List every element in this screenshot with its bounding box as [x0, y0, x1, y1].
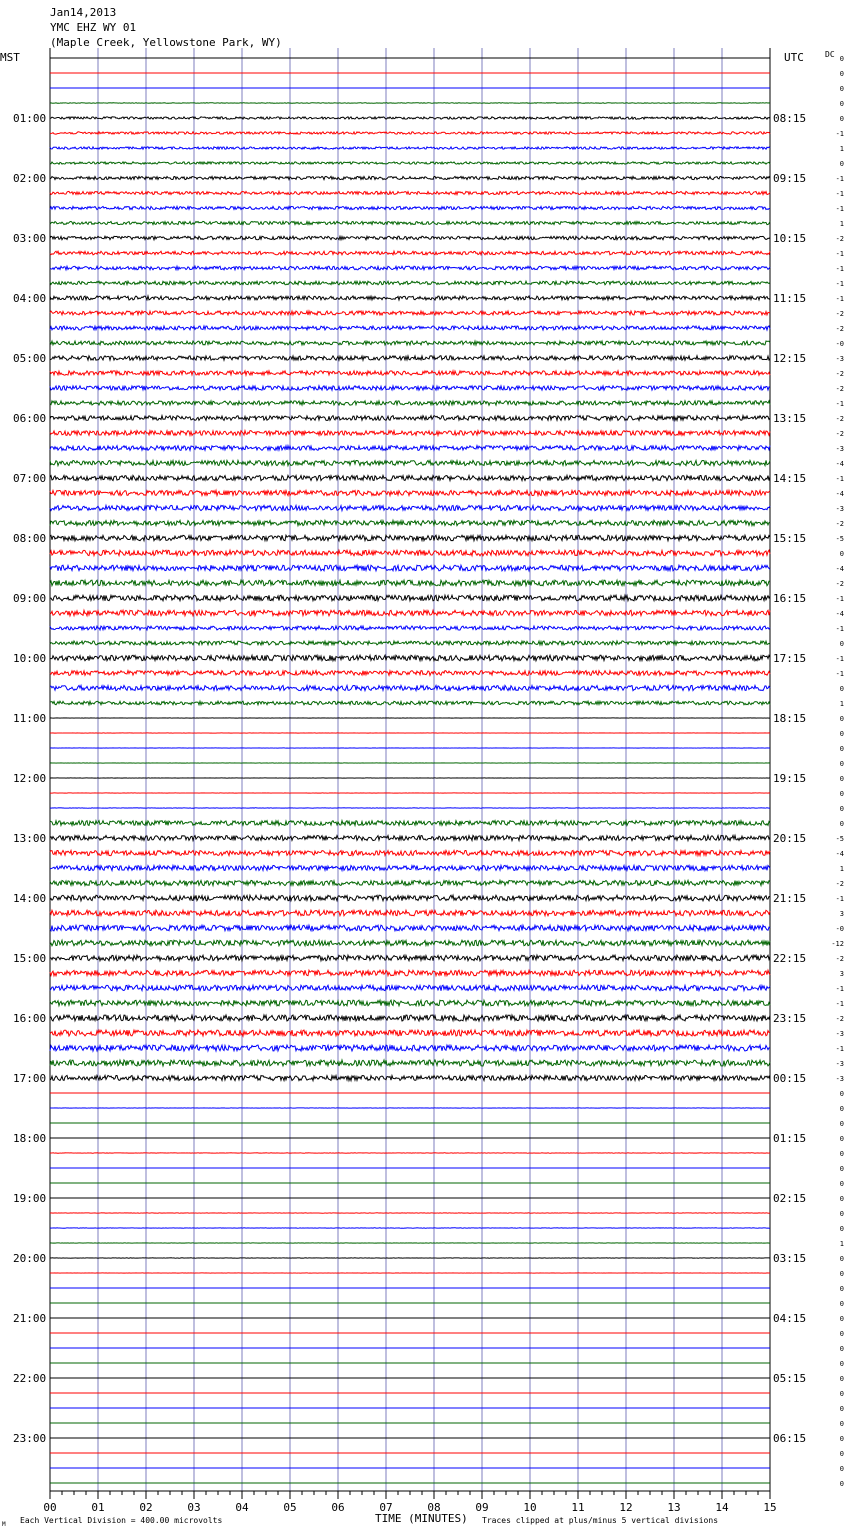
trace-line [50, 895, 770, 901]
mst-hour-label: 15:00 [13, 952, 47, 965]
trace-line [50, 1045, 770, 1051]
trace-line [50, 610, 770, 616]
mst-hour-label: 05:00 [13, 352, 47, 365]
utc-hour-label: 08:15 [773, 112, 807, 125]
dc-offset-value: -3 [835, 445, 844, 453]
mst-hour-label: 23:00 [13, 1432, 47, 1445]
dc-offset-value: 1 [839, 1240, 844, 1248]
trace-line [50, 655, 770, 661]
dc-offset-value: -2 [835, 1015, 844, 1023]
trace-line [50, 117, 770, 119]
dc-offset-value: 0 [839, 730, 844, 738]
dc-offset-value: 0 [839, 1465, 844, 1473]
dc-offset-value: -1 [835, 895, 844, 903]
trace-line [50, 356, 770, 360]
dc-offset-value: 0 [839, 1195, 844, 1203]
trace-line [50, 1060, 770, 1066]
scale-note: Each Vertical Division = 400.00 microvolts [20, 1516, 223, 1525]
dc-offset-value: -4 [835, 490, 844, 498]
mst-hour-label: 21:00 [13, 1312, 47, 1325]
dc-offset-value: -2 [835, 415, 844, 423]
dc-offset-value: 0 [839, 1150, 844, 1158]
dc-offset-value: 0 [839, 1345, 844, 1353]
dc-offset-value: -1 [835, 625, 844, 633]
trace-line [50, 595, 770, 601]
trace-line [50, 460, 770, 465]
trace-line [50, 371, 770, 375]
utc-hour-label: 16:15 [773, 592, 807, 605]
dc-offset-value: -1 [835, 250, 844, 258]
x-tick-label: 09 [475, 1501, 489, 1514]
dc-offset-value: -1 [835, 1045, 844, 1053]
trace-line [50, 206, 770, 209]
dc-offset-value: 0 [839, 820, 844, 828]
trace-line [50, 835, 770, 840]
dc-offset-value: 0 [839, 1435, 844, 1443]
dc-offset-value: 0 [839, 70, 844, 78]
dc-offset-value: 3 [839, 910, 844, 918]
utc-hour-label: 02:15 [773, 1192, 807, 1205]
trace-line [50, 505, 770, 510]
x-tick-label: 05 [283, 1501, 297, 1514]
dc-offset-value: 0 [839, 685, 844, 693]
dc-offset-value: 0 [839, 55, 844, 63]
mst-hour-label: 01:00 [13, 112, 47, 125]
dc-label: DC [825, 50, 835, 59]
mst-hour-label: 17:00 [13, 1072, 47, 1085]
trace-line [50, 221, 770, 224]
utc-hour-label: 23:15 [773, 1012, 807, 1025]
dc-offset-value: 0 [839, 1315, 844, 1323]
trace-line [50, 535, 770, 541]
trace-line [50, 191, 770, 194]
left-axis-title: MST [0, 51, 20, 64]
corner-mark: M [2, 1521, 6, 1528]
mst-hour-label: 22:00 [13, 1372, 47, 1385]
x-tick-label: 13 [667, 1501, 681, 1514]
trace-line [50, 671, 770, 676]
mst-hour-label: 10:00 [13, 652, 47, 665]
x-tick-label: 10 [523, 1501, 537, 1514]
mst-hour-label: 14:00 [13, 892, 47, 905]
mst-hour-label: 20:00 [13, 1252, 47, 1265]
trace-line [50, 266, 770, 270]
trace-line [50, 940, 770, 946]
utc-hour-labels [773, 112, 806, 1445]
trace-line [50, 1000, 770, 1006]
dc-offset-value: 0 [839, 805, 844, 813]
x-tick-label: 03 [187, 1501, 201, 1514]
dc-offset-value: 1 [839, 700, 844, 708]
utc-hour-label: 19:15 [773, 772, 807, 785]
utc-hour-label: 20:15 [773, 832, 807, 845]
mst-hour-label: 04:00 [13, 292, 47, 305]
dc-offset-value: -5 [835, 835, 844, 843]
dc-offset-value: -3 [835, 355, 844, 363]
dc-offset-value: 0 [839, 760, 844, 768]
dc-offset-value: 0 [839, 1420, 844, 1428]
utc-hour-label: 15:15 [773, 532, 807, 545]
utc-hour-label: 12:15 [773, 352, 807, 365]
x-tick-label: 11 [571, 1501, 585, 1514]
dc-offset-value: -2 [835, 385, 844, 393]
dc-offset-value: -1 [835, 265, 844, 273]
trace-line [50, 132, 770, 134]
dc-offset-value: -3 [835, 1030, 844, 1038]
utc-hour-label: 04:15 [773, 1312, 807, 1325]
utc-hour-label: 13:15 [773, 412, 807, 425]
dc-offset-value: 0 [839, 1480, 844, 1488]
right-axis-title: UTC [784, 51, 804, 64]
trace-line [50, 550, 770, 556]
trace-line [50, 162, 770, 164]
dc-offset-value: 0 [839, 775, 844, 783]
trace-line [50, 880, 770, 885]
dc-offset-value: 0 [839, 550, 844, 558]
dc-offset-value: -2 [835, 325, 844, 333]
dc-offset-value: 0 [839, 160, 844, 168]
dc-offset-value: 0 [839, 1450, 844, 1458]
trace-line [50, 1075, 770, 1080]
mst-hour-label: 03:00 [13, 232, 47, 245]
dc-offset-value: 0 [839, 1165, 844, 1173]
dc-offset-value: 0 [839, 85, 844, 93]
trace-line [50, 925, 770, 931]
mst-hour-label: 07:00 [13, 472, 47, 485]
trace-line [50, 446, 770, 451]
dc-offset-value: -3 [835, 1060, 844, 1068]
x-tick-label: 08 [427, 1501, 441, 1514]
dc-offset-value: 1 [839, 220, 844, 228]
trace-line [50, 955, 770, 961]
dc-offset-column [831, 55, 844, 1488]
trace-line [50, 701, 770, 705]
utc-hour-label: 11:15 [773, 292, 807, 305]
mst-hour-label: 19:00 [13, 1192, 47, 1205]
trace-line [50, 580, 770, 586]
utc-hour-label: 21:15 [773, 892, 807, 905]
mst-hour-label: 16:00 [13, 1012, 47, 1025]
trace-line [50, 1015, 770, 1021]
mst-hour-label: 18:00 [13, 1132, 47, 1145]
x-tick-label: 07 [379, 1501, 393, 1514]
dc-offset-value: 0 [839, 1300, 844, 1308]
trace-line [50, 236, 770, 240]
dc-offset-value: 0 [839, 1285, 844, 1293]
x-tick-label: 04 [235, 1501, 249, 1514]
dc-offset-value: 0 [839, 100, 844, 108]
x-axis [43, 1491, 776, 1514]
trace-line [50, 103, 770, 104]
dc-offset-value: -2 [835, 430, 844, 438]
dc-offset-value: -4 [835, 850, 844, 858]
dc-offset-value: -3 [835, 1075, 844, 1083]
utc-hour-label: 01:15 [773, 1132, 807, 1145]
trace-line [50, 865, 770, 870]
trace-line [50, 565, 770, 571]
dc-offset-value: -2 [835, 880, 844, 888]
trace-line [50, 311, 770, 315]
dc-offset-value: 0 [839, 1375, 844, 1383]
dc-offset-value: 0 [839, 1225, 844, 1233]
utc-hour-label: 03:15 [773, 1252, 807, 1265]
utc-hour-label: 06:15 [773, 1432, 807, 1445]
mst-hour-labels [13, 112, 46, 1445]
dc-offset-value: 0 [839, 1210, 844, 1218]
trace-line [50, 401, 770, 405]
utc-hour-label: 00:15 [773, 1072, 807, 1085]
utc-hour-label: 22:15 [773, 952, 807, 965]
dc-offset-value: -2 [835, 310, 844, 318]
x-tick-label: 01 [91, 1501, 105, 1514]
dc-offset-value: -1 [835, 1000, 844, 1008]
trace-line [50, 147, 770, 149]
mst-hour-label: 08:00 [13, 532, 47, 545]
trace-line [50, 520, 770, 525]
dc-offset-value: 0 [839, 1330, 844, 1338]
dc-offset-value: 0 [839, 790, 844, 798]
dc-offset-value: 1 [839, 145, 844, 153]
dc-offset-value: -1 [835, 190, 844, 198]
dc-offset-value: 0 [839, 640, 844, 648]
trace-line [50, 1030, 770, 1036]
utc-hour-label: 17:15 [773, 652, 807, 665]
dc-offset-value: -1 [835, 655, 844, 663]
x-tick-label: 15 [763, 1501, 777, 1514]
dc-offset-value: 0 [839, 1270, 844, 1278]
utc-hour-label: 14:15 [773, 472, 807, 485]
trace-line [50, 296, 770, 300]
utc-hour-label: 09:15 [773, 172, 807, 185]
dc-offset-value: 3 [839, 970, 844, 978]
trace-line [50, 251, 770, 255]
dc-offset-value: 0 [839, 1090, 844, 1098]
dc-offset-value: 0 [839, 1135, 844, 1143]
dc-offset-value: -0 [835, 925, 844, 933]
dc-offset-value: -1 [835, 205, 844, 213]
utc-hour-label: 18:15 [773, 712, 807, 725]
trace-line [50, 281, 770, 285]
dc-offset-value: -1 [835, 670, 844, 678]
dc-offset-value: -1 [835, 400, 844, 408]
dc-offset-value: 0 [839, 715, 844, 723]
header-date: Jan14,2013 [50, 6, 117, 19]
x-axis-title: TIME (MINUTES) [375, 1512, 468, 1525]
dc-offset-value: -4 [835, 460, 844, 468]
dc-offset-value: -2 [835, 580, 844, 588]
trace-line [50, 475, 770, 480]
dc-offset-value: -5 [835, 535, 844, 543]
trace-line [50, 985, 770, 991]
dc-offset-value: -12 [831, 940, 844, 948]
trace-line [50, 326, 770, 330]
dc-offset-value: 0 [839, 1360, 844, 1368]
trace-line [50, 641, 770, 645]
dc-offset-value: -1 [835, 175, 844, 183]
dc-offset-value: 0 [839, 1390, 844, 1398]
dc-offset-value: -1 [835, 295, 844, 303]
trace-line [50, 910, 770, 916]
dc-offset-value: -1 [835, 595, 844, 603]
dc-offset-value: 0 [839, 1180, 844, 1188]
trace-line [50, 176, 770, 179]
dc-offset-value: -4 [835, 610, 844, 618]
dc-offset-value: 1 [839, 865, 844, 873]
mst-hour-label: 11:00 [13, 712, 47, 725]
dc-offset-value: -4 [835, 565, 844, 573]
x-tick-label: 00 [43, 1501, 57, 1514]
mst-hour-label: 13:00 [13, 832, 47, 845]
x-tick-label: 06 [331, 1501, 345, 1514]
mst-hour-label: 12:00 [13, 772, 47, 785]
trace-line [50, 341, 770, 345]
trace-line [50, 850, 770, 855]
header-location: (Maple Creek, Yellowstone Park, WY) [50, 36, 282, 49]
dc-offset-value: -3 [835, 505, 844, 513]
dc-offset-value: 0 [839, 1120, 844, 1128]
dc-offset-value: -2 [835, 235, 844, 243]
dc-offset-value: -2 [835, 370, 844, 378]
trace-line [50, 386, 770, 390]
minute-grid-lines [50, 48, 770, 1492]
utc-hour-label: 10:15 [773, 232, 807, 245]
trace-line [50, 685, 770, 690]
utc-hour-label: 05:15 [773, 1372, 807, 1385]
mst-hour-label: 09:00 [13, 592, 47, 605]
dc-offset-value: -1 [835, 130, 844, 138]
mst-hour-label: 02:00 [13, 172, 47, 185]
dc-offset-value: 0 [839, 745, 844, 753]
mst-hour-label: 06:00 [13, 412, 47, 425]
x-tick-label: 14 [715, 1501, 729, 1514]
dc-offset-value: -2 [835, 955, 844, 963]
seismic-traces [50, 58, 770, 1483]
dc-offset-value: 0 [839, 1105, 844, 1113]
clip-note: Traces clipped at plus/minus 5 vertical divisions [482, 1516, 719, 1525]
trace-line [50, 821, 770, 826]
dc-offset-value: -1 [835, 475, 844, 483]
dc-offset-value: -1 [835, 280, 844, 288]
trace-line [50, 490, 770, 495]
trace-line [50, 970, 770, 976]
dc-offset-value: -2 [835, 520, 844, 528]
header-station: YMC EHZ WY 01 [50, 21, 137, 34]
trace-line [50, 431, 770, 436]
x-tick-label: 02 [139, 1501, 153, 1514]
trace-line [50, 416, 770, 421]
trace-line [50, 626, 770, 630]
dc-offset-value: 0 [839, 1405, 844, 1413]
dc-offset-value: -1 [835, 985, 844, 993]
dc-offset-value: 0 [839, 115, 844, 123]
dc-offset-value: 0 [839, 1255, 844, 1263]
dc-offset-value: -0 [835, 340, 844, 348]
x-tick-label: 12 [619, 1501, 633, 1514]
